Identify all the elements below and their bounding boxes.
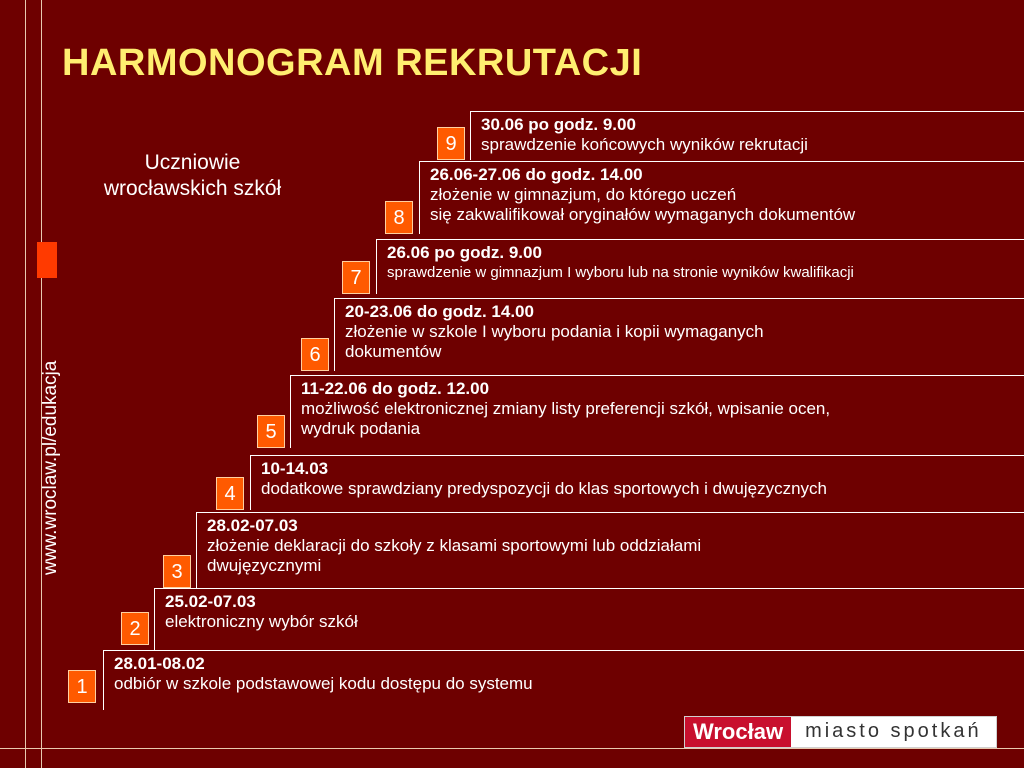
step-number: 5 [257, 415, 285, 448]
schedule-step [342, 243, 1024, 294]
step-description-cont: się zakwalifikował oryginałów wymaganych dokumentów [430, 205, 856, 224]
step-number: 8 [385, 201, 413, 234]
schedule-step [68, 654, 1024, 710]
schedule-step [121, 592, 1024, 650]
left-border-line [25, 0, 26, 768]
step-date: 26.06 po godz. 9.00 [387, 243, 542, 262]
step-description: sprawdzenie w gimnazjum I wyboru lub na stronie wyników kwalifikacji [387, 264, 854, 281]
schedule-step [385, 165, 1024, 234]
step-content [103, 650, 1024, 710]
wroclaw-logo [684, 716, 997, 748]
subtitle [75, 150, 310, 202]
step-number: 9 [437, 127, 465, 160]
step-content [250, 455, 1024, 510]
step-content [419, 161, 1024, 234]
step-description-cont: dokumentów [345, 342, 442, 361]
side-url-text: www.wroclaw.pl/edukacja [40, 360, 61, 575]
step-date: 25.02-07.03 [165, 592, 256, 611]
step-description: dodatkowe sprawdziany predyspozycji do klas sportowych i dwujęzycznych [261, 479, 827, 498]
step-number: 3 [163, 555, 191, 588]
logo-tagline: miasto spotkań [791, 717, 996, 747]
schedule-step [437, 115, 1024, 160]
step-description: złożenie w gimnazjum, do którego uczeń [430, 185, 737, 204]
schedule-step [257, 379, 1024, 448]
accent-mark [37, 242, 57, 278]
step-number: 6 [301, 338, 329, 371]
step-description: złożenie deklaracji do szkoły z klasami sportowymi lub oddziałami [207, 536, 702, 555]
step-number: 1 [68, 670, 96, 703]
step-content [154, 588, 1024, 650]
step-date: 11-22.06 do godz. 12.00 [301, 379, 490, 398]
step-date: 30.06 po godz. 9.00 [481, 115, 636, 134]
step-number: 4 [216, 477, 244, 510]
step-content [470, 111, 1024, 160]
subtitle-line-2: wrocławskich szkół [103, 177, 282, 200]
schedule-step [301, 302, 1024, 371]
step-date: 28.02-07.03 [207, 516, 298, 535]
step-date: 10-14.03 [261, 459, 329, 478]
step-content [196, 512, 1024, 588]
logo-brand: Wrocław [685, 717, 791, 747]
bottom-border-line [0, 748, 1024, 749]
step-description: elektroniczny wybór szkół [165, 612, 358, 631]
step-description: odbiór w szkole podstawowej kodu dostępu do systemu [114, 674, 533, 693]
step-number: 7 [342, 261, 370, 294]
subtitle-line-1: Uczniowie [144, 151, 241, 174]
step-content [290, 375, 1024, 448]
step-description: możliwość elektronicznej zmiany listy preferencji szkół, wpisanie ocen, [301, 399, 831, 418]
step-date: 26.06-27.06 do godz. 14.00 [430, 165, 643, 184]
step-number: 2 [121, 612, 149, 645]
step-date: 28.01-08.02 [114, 654, 205, 673]
page-title: HARMONOGRAM REKRUTACJI [62, 42, 643, 84]
step-date: 20-23.06 do godz. 14.00 [345, 302, 534, 321]
schedule-step [216, 459, 1024, 510]
step-content [334, 298, 1024, 371]
step-content [376, 239, 1024, 294]
step-description-cont: dwujęzycznymi [207, 556, 322, 575]
step-description: sprawdzenie końcowych wyników rekrutacji [481, 135, 808, 154]
step-description-cont: wydruk podania [301, 419, 421, 438]
step-description: złożenie w szkole I wyboru podania i kopii wymaganych [345, 322, 764, 341]
schedule-step [163, 516, 1024, 588]
